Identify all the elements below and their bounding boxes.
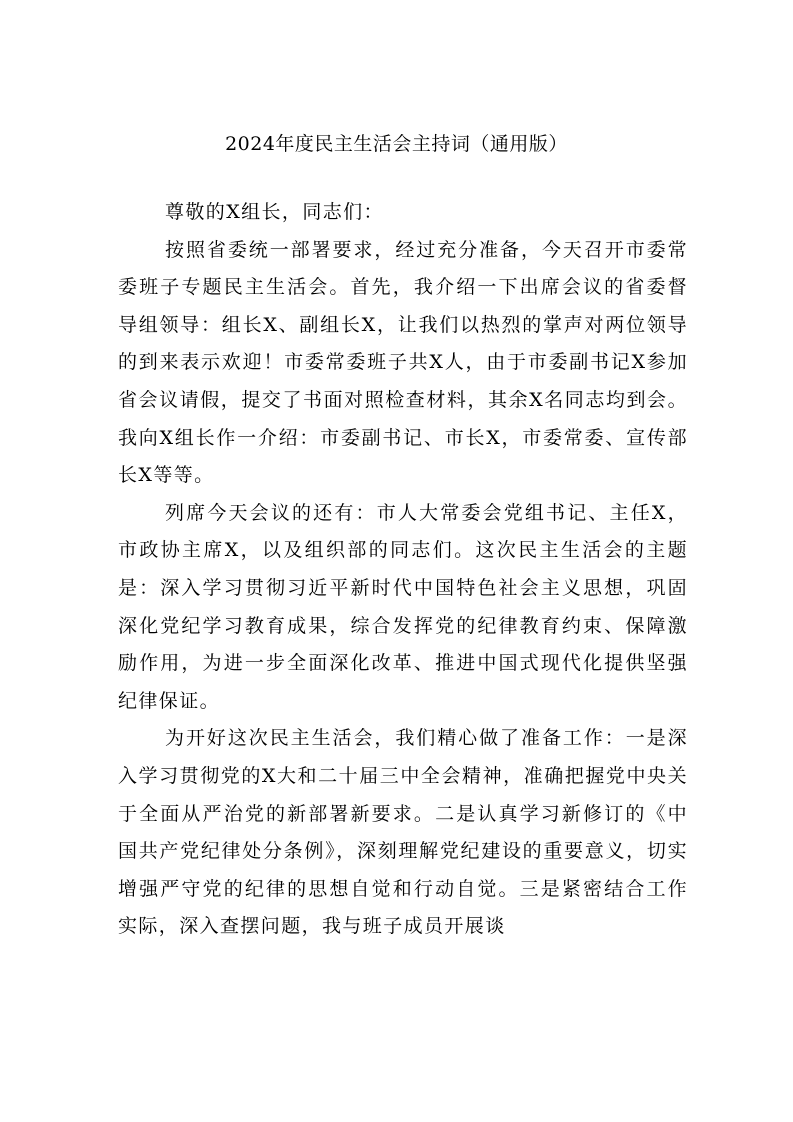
document-body xyxy=(118,194,688,946)
paragraph-preparation: 为开好这次民主生活会，我们精心做了准备工作：一是深入学习贯彻党的X大和二十届三中全会精神，准确把握党中央关于全面从严治党的新部署新要求。二是认真学习新修订的《中国共产党纪律处分条例》，深刻理解党纪建设的重要意义，切实增强严守党的纪律的思想自觉和行动自觉。三是紧密结合工作实际，深入查摆问题，我与班子成员开展谈 xyxy=(118,727,688,938)
paragraph-attendance: 按照省委统一部署要求，经过充分准备，今天召开市委常委班子专题民主生活会。首先，我介绍一下出席会议的省委督导组领导：组长X、副组长X，让我们以热烈的掌声对两位领导的到来表示欢迎！市委常委班子共X人，由于市委副书记X参加省会议请假，提交了书面对照检查材料，其余X名同志均到会。我向X组长作一介绍：市委副书记、市长X，市委常委、宣传部长X等等。 xyxy=(118,238,688,487)
paragraph-theme: 列席今天会议的还有：市人大常委会党组书记、主任X，市政协主席X，以及组织部的同志们。这次民主生活会的主题是：深入学习贯彻习近平新时代中国特色社会主义思想，巩固深化党纪学习教育成果，综合发挥党的纪律教育约束、保障激励作用，为进一步全面深化改革、推进中国式现代化提供坚强纪律保证。 xyxy=(118,501,688,712)
document-title: 2024年度民主生活会主持词（通用版） xyxy=(225,133,568,155)
paragraph-greeting: 尊敬的X组长，同志们： xyxy=(165,201,384,223)
